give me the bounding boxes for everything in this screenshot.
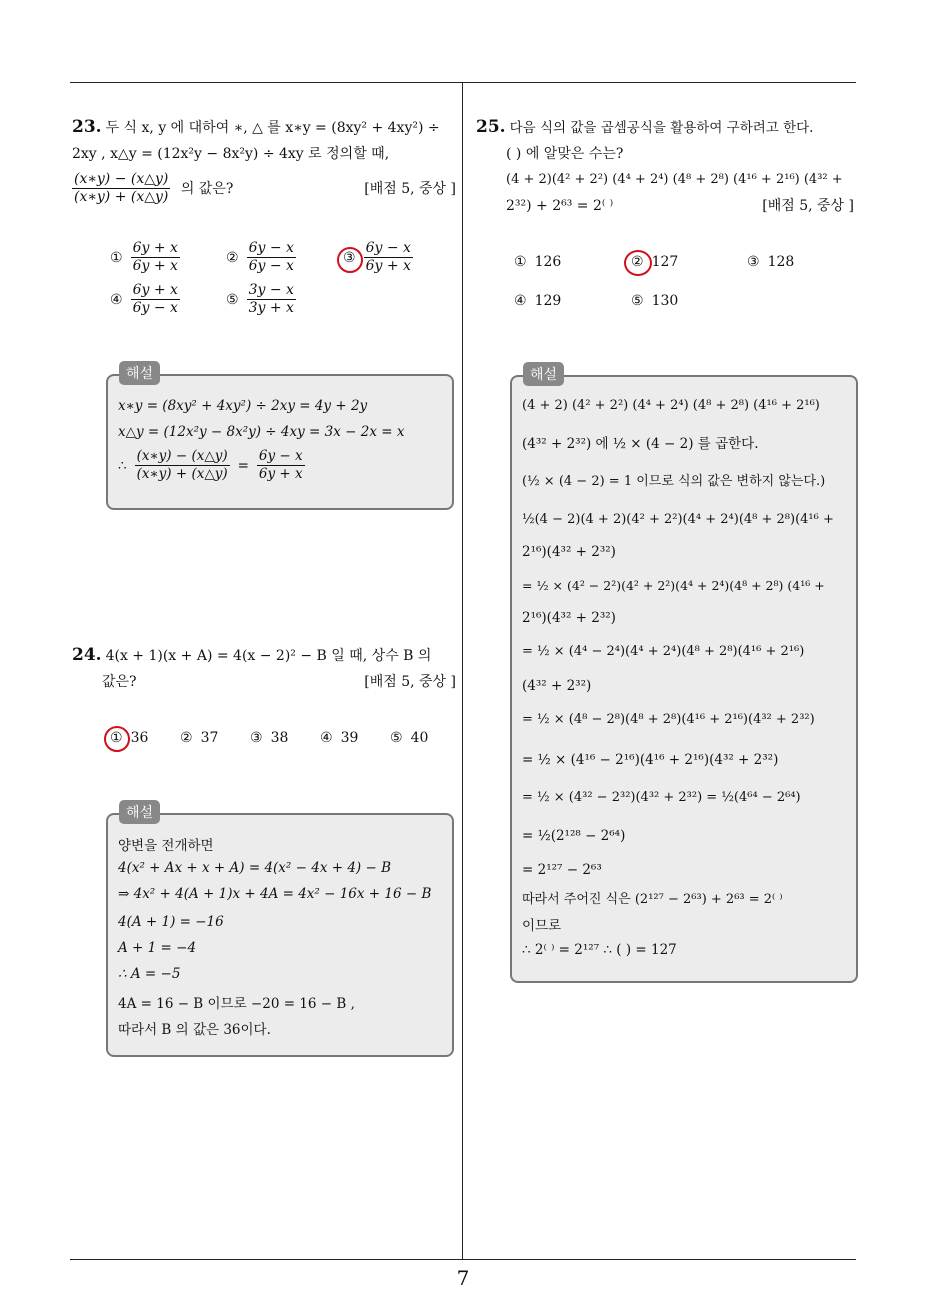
q25-points: [배점 5, 중상 ]: [762, 198, 854, 214]
q23-solution-label: 해설: [119, 361, 160, 385]
q25-option-1[interactable]: ① 126: [514, 254, 562, 270]
q25-solution-line: = ½ × (4⁸ − 2⁸)(4⁸ + 2⁸)(4¹⁶ + 2¹⁶)(4³² + 2³²): [522, 712, 815, 727]
q23-line1: 23. 두 식 x, y 에 대하여 ∗, △ 를 x∗y = (8xy² + 4xy²) ÷: [72, 117, 440, 137]
q25-option-5[interactable]: ⑤ 130: [631, 293, 679, 309]
q23-tail: 의 값은?: [180, 180, 234, 197]
q24-option-5[interactable]: ⑤ 40: [390, 730, 429, 746]
page-number: 7: [456, 1266, 470, 1290]
q25-solution-line: (4³² + 2³²) 에 ½ × (4 − 2) 를 곱한다.: [522, 436, 759, 452]
q23-option-1[interactable]: ① $\frac{6y + x}{6y + x}$: [110, 240, 178, 274]
q25-solution-line: 2¹⁶)(4³² + 2³²): [522, 610, 616, 626]
q24-line1: 24. 4(x + 1)(x + A) = 4(x − 2)² − B 일 때, 상수 B 의: [72, 645, 432, 665]
q24-solution-label: 해설: [119, 800, 160, 824]
q24-solution-line: 4(x² + Ax + x + A) = 4(x² − 4x + 4) − B: [118, 860, 391, 876]
q23-expression: $\frac{(x∗y) - (x\triangle y)}{(x∗y) + (x\triangle y)}$: [74, 171, 169, 205]
q25-solution-line: 따라서 주어진 식은 (2¹²⁷ − 2⁶³) + 2⁶³ = 2⁽ ⁾: [522, 892, 783, 907]
q24-solution-line: 4(A + 1) = −16: [118, 914, 224, 930]
q24-solution-line: 따라서 B 의 값은 36이다.: [118, 1022, 271, 1038]
q24-solution-line: ∴ A = −5: [118, 966, 181, 982]
q25-solution-line: ½(4 − 2)(4 + 2)(4² + 2²)(4⁴ + 2⁴)(4⁸ + 2⁸)(4¹⁶ +: [522, 512, 834, 527]
q24-points: [배점 5, 중상 ]: [364, 674, 456, 690]
q23-solution-line: x△y = (12x²y − 8x²y) ÷ 4xy = 3x − 2x = x: [118, 424, 405, 440]
q25-line3: (4 + 2)(4² + 2²) (4⁴ + 2⁴) (4⁸ + 2⁸) (4¹⁶ + 2¹⁶) (4³² +: [506, 172, 843, 187]
bottom-rule: [70, 1259, 856, 1260]
q25-option-3[interactable]: ③ 128: [747, 254, 795, 270]
question-25: [476, 114, 860, 219]
question-24: [72, 642, 456, 695]
q25-solution-line: ∴ 2⁽ ⁾ = 2¹²⁷ ∴ ( ) = 127: [522, 942, 677, 958]
q25-solution-line: (4 + 2) (4² + 2²) (4⁴ + 2⁴) (4⁸ + 2⁸) (4¹⁶ + 2¹⁶): [522, 398, 820, 413]
q25-solution-line: 2¹⁶)(4³² + 2³²): [522, 544, 616, 560]
q24-option-2[interactable]: ② 37: [180, 730, 219, 746]
column-divider: [462, 83, 463, 1259]
q25-solution-line: = ½ × (4³² − 2³²)(4³² + 2³²) = ½(4⁶⁴ − 2⁶⁴): [522, 790, 801, 805]
q24-option-1[interactable]: ① 36: [110, 730, 149, 746]
q24-line2: 값은? [배점 5, 중상 ]: [72, 669, 456, 695]
q24-answer-circle: [104, 726, 130, 752]
question-23: [72, 114, 456, 206]
q25-solution-label: 해설: [523, 362, 564, 386]
q25-solution-line: (½ × (4 − 2) = 1 이므로 식의 값은 변하지 않는다.): [522, 474, 826, 489]
q25-line2: ( ) 에 알맞은 수는?: [506, 146, 624, 162]
q24-solution-line: ⇒ 4x² + 4(A + 1)x + 4A = 4x² − 16x + 16 − B: [118, 886, 432, 902]
q24-solution-line: 양변을 전개하면: [118, 838, 214, 854]
q23-option-2[interactable]: ② $\frac{6y - x}{6y - x}$: [226, 240, 294, 274]
q23-option-4[interactable]: ④ $\frac{6y + x}{6y - x}$: [110, 282, 178, 316]
q25-solution-line: (4³² + 2³²): [522, 678, 592, 694]
q25-option-4[interactable]: ④ 129: [514, 293, 562, 309]
q25-solution-line: = ½ × (4¹⁶ − 2¹⁶)(4¹⁶ + 2¹⁶)(4³² + 2³²): [522, 752, 779, 768]
q25-number: 25.: [476, 117, 506, 137]
q23-number: 23.: [72, 117, 102, 137]
q23-solution-box: [106, 374, 454, 510]
q24-solution-line: 4A = 16 − B 이므로 −20 = 16 − B ,: [118, 996, 355, 1012]
q25-line1: 25. 다음 식의 값을 곱셈공식을 활용하여 구하려고 한다.: [476, 117, 814, 137]
q23-solution-conclusion: ∴ $\frac{(x∗y) - (x\triangle y)}{(x∗y) + (x\triangle y)}$ = $\frac{6y - x}{6y + x}$: [118, 448, 303, 482]
q25-line4: 2³²) + 2⁶³ = 2⁽ ⁾ [배점 5, 중상 ]: [476, 193, 860, 219]
q24-number: 24.: [72, 645, 102, 665]
q23-points: [배점 5, 중상 ]: [364, 180, 456, 197]
q23-option-5[interactable]: ⑤ $\frac{3y - x}{3y + x}$: [226, 282, 294, 316]
top-rule: [70, 82, 856, 83]
q23-answer-circle: [337, 247, 363, 273]
q23-line3: [72, 171, 456, 206]
q25-solution-line: = ½(2¹²⁸ − 2⁶⁴): [522, 828, 626, 844]
q25-solution-line: = ½ × (4² − 2²)(4² + 2²)(4⁴ + 2⁴)(4⁸ + 2⁸) (4¹⁶ +: [522, 578, 825, 593]
q23-line2: 2xy , x△y = (12x²y − 8x²y) ÷ 4xy 로 정의할 때,: [72, 146, 390, 162]
q25-option-2[interactable]: ② 127: [631, 254, 679, 270]
q23-solution-line: x∗y = (8xy² + 4xy²) ÷ 2xy = 4y + 2y: [118, 398, 368, 414]
q25-answer-circle: [624, 250, 652, 276]
q25-solution-line: = ½ × (4⁴ − 2⁴)(4⁴ + 2⁴)(4⁸ + 2⁸)(4¹⁶ + 2¹⁶): [522, 644, 805, 659]
q23-option-3[interactable]: ③ $\frac{6y - x}{6y + x}$: [343, 240, 411, 274]
q24-option-3[interactable]: ③ 38: [250, 730, 289, 746]
q24-option-4[interactable]: ④ 39: [320, 730, 359, 746]
q25-solution-line: 이므로: [522, 918, 562, 934]
q24-solution-line: A + 1 = −4: [118, 940, 197, 956]
q25-solution-line: = 2¹²⁷ − 2⁶³: [522, 862, 602, 878]
